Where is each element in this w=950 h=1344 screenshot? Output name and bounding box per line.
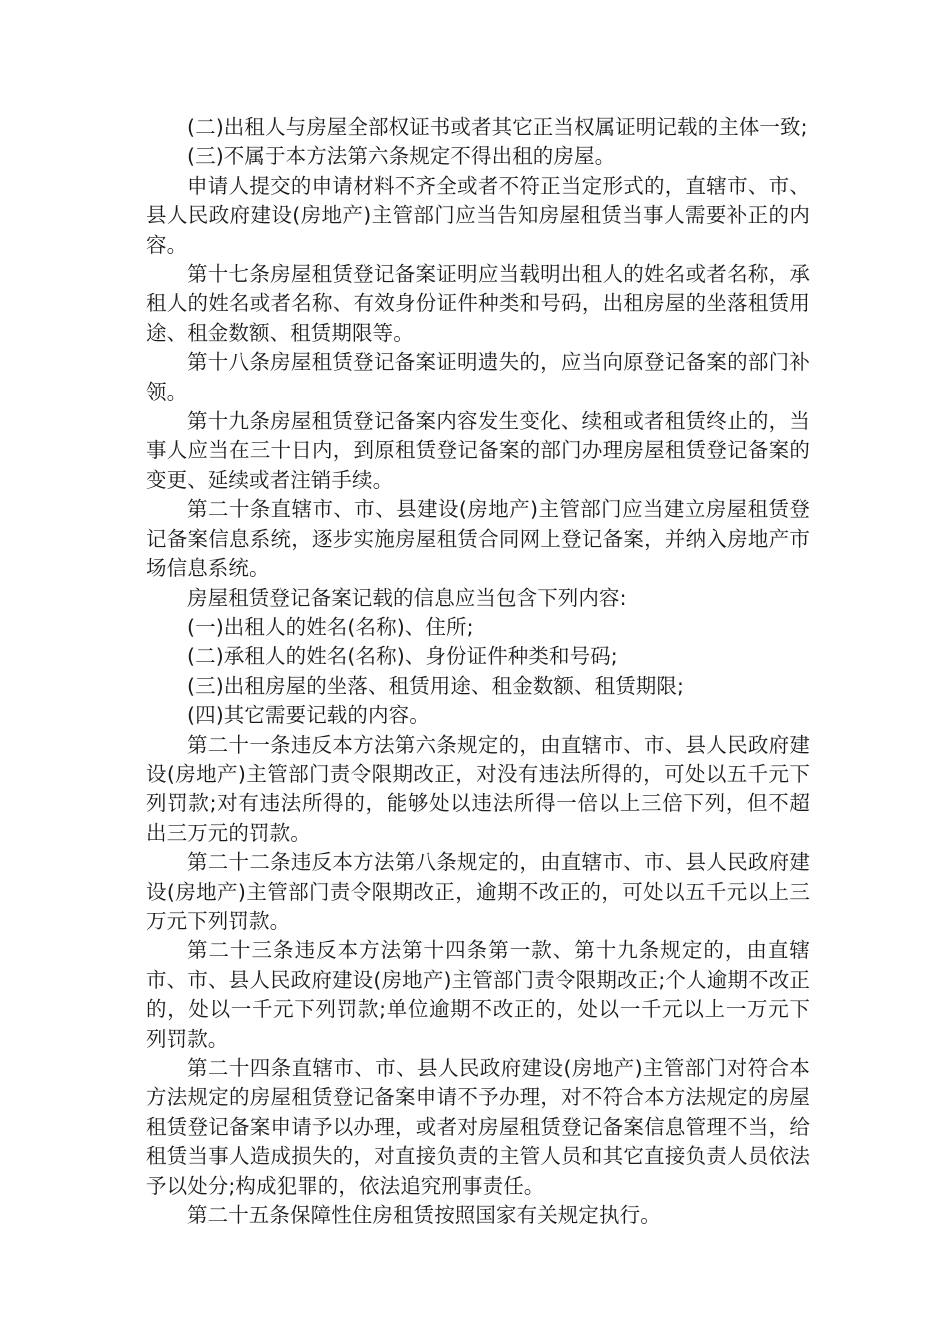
paragraph-record-item-1: (一)出租人的姓名(名称)、住所; bbox=[187, 614, 474, 639]
paragraph-article-18: 第十八条房屋租赁登记备案证明遗失的，应当向原登记备案的部门补领。 bbox=[146, 350, 810, 404]
paragraph-record-item-3: (三)出租房屋的坐落、租赁用途、租金数额、租赁期限; bbox=[187, 673, 685, 698]
paragraph-article-22: 第二十二条违反本方法第八条规定的，由直辖市、市、县人民政府建设(房地产)主管部门责令限期改正，逾期不改正的，可处以五千元以上三万元下列罚款。 bbox=[146, 850, 810, 933]
paragraph-record-contents: 房屋租赁登记备案记载的信息应当包含下列内容: bbox=[187, 585, 627, 610]
paragraph-item-2: (二)出租人与房屋全部权证书或者其它正当权属证明记载的主体一致; bbox=[187, 115, 808, 139]
paragraph-article-20: 第二十条直辖市、市、县建设(房地产)主管部门应当建立房屋租赁登记备案信息系统，逐步实施房屋租赁合同网上登记备案，并纳入房地产市场信息系统。 bbox=[146, 497, 810, 581]
paragraph-article-24: 第二十四条直辖市、市、县人民政府建设(房地产)主管部门对符合本方法规定的房屋租赁登记备案申请不予办理，对不符合本方法规定的房屋租赁登记备案申请予以办理，或者对房屋租赁登记备案信息管理不当，给租赁当事人造成损失的，对直接负责的主管人员和其它直接负责人员依法予以处分;构成犯罪的，依法追究刑事责任。 bbox=[146, 1056, 810, 1198]
paragraph-record-item-2: (二)承租人的姓名(名称)、身份证件种类和号码; bbox=[187, 644, 618, 669]
paragraph-article-19: 第十九条房屋租赁登记备案内容发生变化、续租或者租赁终止的，当事人应当在三十日内，到原租赁登记备案的部门办理房屋租赁登记备案的变更、延续或者注销手续。 bbox=[146, 409, 810, 492]
paragraph-article-25: 第二十五条保障性住房租赁按照国家有关规定执行。 bbox=[187, 1203, 661, 1228]
paragraph-record-item-4: (四)其它需要记载的内容。 bbox=[187, 703, 430, 728]
paragraph-item-3: (三)不属于本方法第六条规定不得出租的房屋。 bbox=[187, 144, 616, 169]
paragraph-article-17: 第十七条房屋租赁登记备案证明应当载明出租人的姓名或者名称，承租人的姓名或者名称、有效身份证件种类和号码，出租房屋的坐落租赁用途、租金数额、租赁期限等。 bbox=[146, 262, 810, 345]
paragraph-article-21: 第二十一条违反本方法第六条规定的，由直辖市、市、县人民政府建设(房地产)主管部门责令限期改正，对没有违法所得的，可处以五千元下列罚款;对有违法所得的，能够处以违法所得一倍以上三倍下列，但不超出三万元的罚款。 bbox=[146, 732, 810, 845]
paragraph-incomplete-materials: 申请人提交的申请材料不齐全或者不符正当定形式的，直辖市、市、县人民政府建设(房地产)主管部门应当告知房屋租赁当事人需要补正的内容。 bbox=[146, 173, 810, 257]
paragraph-article-23: 第二十三条违反本方法第十四条第一款、第十九条规定的，由直辖市、市、县人民政府建设(房地产)主管部门责令限期改正;个人逾期不改正的，处以一千元下列罚款;单位逾期不改正的，处以一千元以上一万元下列罚款。 bbox=[146, 938, 810, 1051]
document-body bbox=[146, 113, 810, 1230]
